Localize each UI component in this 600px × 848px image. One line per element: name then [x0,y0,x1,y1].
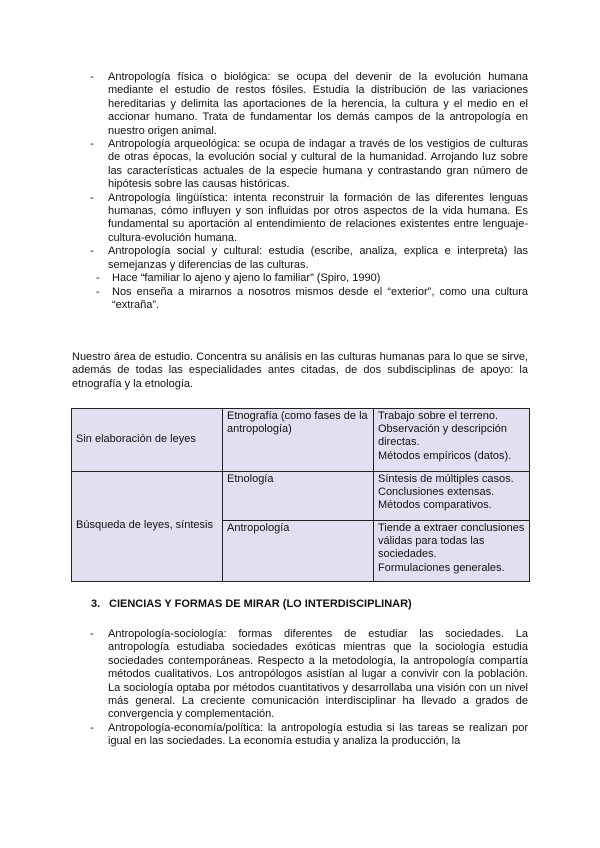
trait-line: Observación y descripción directas. [378,423,508,449]
interdisciplinary-list [80,628,528,749]
list-item-anthropology-economy: - Antropología-economía/política: la antropología estudia si las tareas se realizan por igual en las sociedades. La economía estudia y analiza la producción, la [80,722,528,749]
table-cell-ethnography: Etnografía (como fases de la antropología) [223,409,374,472]
trait-line: Síntesis de múltiples casos. [378,473,514,485]
list-item-social-cultural-anthropology: - Antropología social y cultural: estudia (escribe, analiza, explica e interpreta) las semejanzas y diferencias de las culturas. [80,245,528,272]
table-cell-anthropology: Antropología [223,521,374,582]
trait-line: Trabajo sobre el terreno. [378,410,499,422]
table-cell-ethnology: Etnología [223,472,374,521]
trait-line: Métodos empíricos (datos). [378,449,512,462]
trait-line: Tiende a extraer conclusiones válidas para todas las sociedades. [378,522,525,561]
table-cell-ethnography-traits [374,409,530,472]
anthropology-branches-list [80,71,528,312]
list-item-linguistic-anthropology: - Antropología lingüística: intenta reconstruir la formación de las diferentes lenguas humanas, cómo influyen y son influidas por otros aspectos de la vida humana. Es fundamental su aportación al entendimiento de relaciones existentes entre lenguaje-cultura-evolución humana. [80,192,528,246]
trait-line: Conclusiones extensas. [378,486,495,499]
sub-list-item-exterior: - Nos enseña a mirarnos a nosotros mismos desde el “exterior”, como una cultura “extraña”. [80,286,528,313]
study-area-paragraph: Nuestro área de estudio. Concentra su análisis en las culturas humanas para lo que se sirve, además de todas las especialidades antes citadas, de dos subdisciplinas de apoyo: la etnografía y la etnología. [72,351,528,390]
table-cell-anthropology-traits [374,521,530,582]
sub-list-item-familiar: - Hace “familiar lo ajeno y ajeno lo familiar” (Spiro, 1990) [80,272,528,285]
list-item-archaeological-anthropology: - Antropología arqueológica: se ocupa de indagar a través de los vestigios de culturas de otras épocas, la evolución social y cultural de la humanidad. Arrojando luz sobre las características actuales de la especie humana y contrastando gran número de hipótesis sobre las causas históricas. [80,138,528,192]
trait-line: Formulaciones generales. [378,561,505,574]
list-item-physical-anthropology: - Antropología física o biológica: se ocupa del devenir de la evolución humana mediante el estudio de restos fósiles. Estudia la distribución de las variaciones hereditarias y delimita las aportaciones de la herencia, la cultura y el medio en el accionar humano. Trata de fundamentar los demás campos de la antropología en nuestro origen animal. [80,71,528,138]
section-title: CIENCIAS Y FORMAS DE MIRAR (LO INTERDISCIPLINAR) [109,598,412,610]
table-cell-no-laws: Sin elaboración de leyes [72,409,223,472]
table-cell-ethnology-traits [374,472,530,521]
section-heading [91,598,412,611]
table-cell-law-search: Búsqueda de leyes, síntesis [72,472,223,582]
methods-table [71,408,530,582]
trait-line: Métodos comparativos. [378,499,492,512]
section-number: 3. [91,598,101,610]
list-item-anthropology-sociology: - Antropología-sociología: formas diferentes de estudiar las sociedades. La antropología estudiaba sociedades exóticas mientras que la sociología estudia sociedades contemporáneas. Respecto a la metodología, la antropología compartía métodos cualitativos. Los antropólogos asistían al lugar a convivir con la población. La sociología optaba por métodos cuantitativos y desarrollaba una visión con un nivel más general. La creciente comunicación interdisciplinar ha llevado a grados de convergencia y complementación. [80,628,528,722]
